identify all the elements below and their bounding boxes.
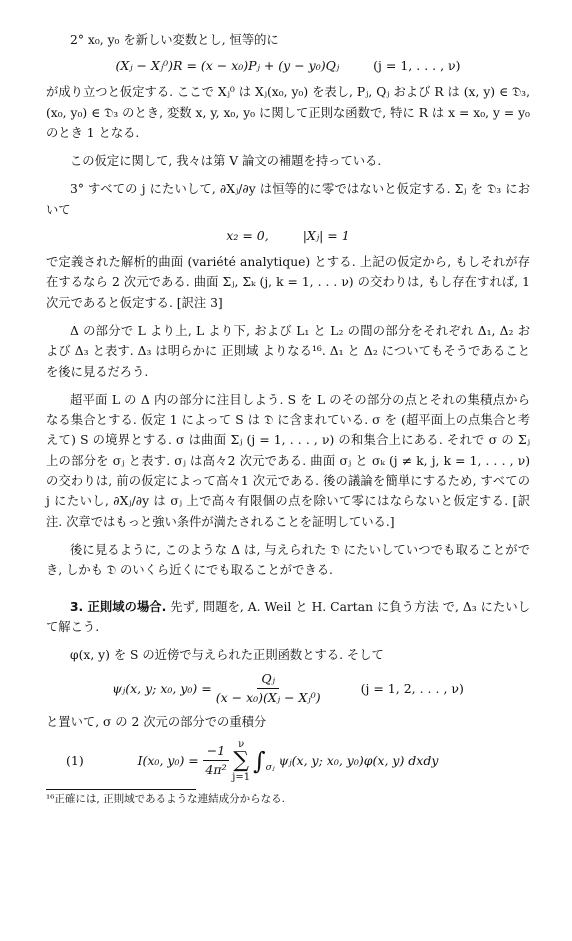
equation-psi-condition: (j = 1, 2, . . . , ν): [360, 681, 464, 697]
section-3-paragraph: [46, 597, 530, 638]
section-3-title: 3. 正則域の場合.: [70, 599, 167, 614]
equation-integral-lhs: I(x₀, y₀) =: [137, 753, 199, 769]
delta-parts-paragraph: Δ の部分で L より上, L より下, および L₁ と L₂ の間の部分をそれぞれ Δ₁, Δ₂ および Δ₃ と表す. Δ₃ は明らかに 正則域 よりなる¹⁶. Δ₁ と Δ₂ についてもそうであることを後に見るだろう.: [46, 323, 530, 379]
integral-sign: [253, 746, 275, 775]
footnote-divider: [46, 789, 196, 790]
equation-psi-numerator: Qⱼ: [257, 671, 279, 689]
hyperplane-paragraph: 超平面 L の Δ 内の部分に注目しよう. S を L のその部分の点とそれの集積点からなる集合とする. 仮定 1 によって S は 𝔇 に含まれている. σ を (超平面上の点集合と考えて) S の境界とする. σ は曲面 Σⱼ (j = 1, . . . , ν) の和集合上にある. それで σ の Σⱼ 上の部分を σⱼ と表す. σⱼ は高々2 次元である. 曲面 σⱼ と σₖ (j ≠ k, j, k = 1, . . . , ν) の交わりは, 前の仮定によって高々1 次元である. 後の議論を簡単にするため, すべての j にたいし, ∂Xⱼ/∂y は σⱼ 上で高々有限個の点を除いて零にはならないと仮定する. [訳注. 次章ではもっと強い条件が満たされることを証明している.]: [46, 392, 530, 529]
equation-identity-condition: (j = 1, . . . , ν): [373, 58, 461, 74]
sigma-icon: ∑: [233, 747, 249, 773]
equation-integral-tag: (1): [66, 753, 84, 769]
holomorphic-function-intro: φ(x, y) を S の近傍で与えられた正則函数とする. そして: [70, 648, 384, 663]
equation-identity: [46, 56, 530, 76]
summation-lower: j=1: [232, 771, 251, 783]
section-3-text: 先ず, 問題を, A. Weil と H. Cartan に負う方法 で, Δ₃ にたいして解こう.: [46, 599, 530, 634]
equation-psi-lhs: ψⱼ(x, y; x₀, y₀) =: [112, 681, 212, 697]
equation-integral: [46, 739, 530, 783]
integral-domain: σⱼ: [265, 761, 275, 773]
equation-surface-right: |Xⱼ| = 1: [302, 228, 350, 244]
assumption-2-text: が成り立つと仮定する. ここで Xⱼ⁰ は Xⱼ(x₀, y₀) を表し, Pⱼ, Qⱼ および R は (x, y) ∈ 𝔇₃, (x₀, y₀) ∈ 𝔇₃ のとき, 変数 x, y, x₀, y₀ に関して正則な函数で, 特に R は x = x₀, y = y₀ のとき 1 となる.: [46, 85, 530, 140]
double-integral-intro: と置いて, σ の 2 次元の部分での重積分: [46, 715, 267, 730]
equation-integral-coef-den: 4π²: [205, 762, 227, 778]
delta-existence-paragraph: 後に見るように, このような Δ は, 与えられた 𝔇 にたいしていつでも取ることができ, しかも 𝔇 のいくら近くにでも取ることができる.: [46, 542, 530, 578]
equation-psi: [46, 671, 530, 706]
assumption-3-text: で定義された解析的曲面 (variété analytique) とする. 上記の仮定から, もしそれが存在するなら 2 次元である. 曲面 Σⱼ, Σₖ (j, k = 1, . . . ν) の交わりは, もし存在すれば, 1 次元であると仮定する. [訳注 3]: [46, 255, 530, 310]
equation-integral-coef-num: −1: [203, 743, 229, 761]
equation-integral-integrand: ψⱼ(x, y; x₀, y₀)φ(x, y) dxdy: [278, 753, 439, 769]
equation-surface-left: x₂ = 0,: [226, 228, 269, 244]
lemma-note: この仮定に関して, 我々は第 V 論文の補題を持っている.: [70, 154, 382, 169]
equation-integral-coefficient: [203, 743, 229, 778]
footnote-16: ¹⁶正確には, 正則域であるような連結成分からなる.: [46, 792, 285, 805]
equation-identity-body: (Xⱼ − Xⱼ⁰)R = (x − x₀)Pⱼ + (y − y₀)Qⱼ: [115, 58, 340, 74]
summation-sign: [232, 739, 250, 783]
assumption-3-intro: 3° すべての j にたいして, ∂Xⱼ/∂y は恒等的に零ではないと仮定する. Σⱼ を 𝔇₃ において: [46, 182, 530, 217]
equation-psi-fraction: [216, 671, 321, 706]
assumption-2-intro: 2° x₀, y₀ を新しい変数とし, 恒等的に: [70, 33, 279, 47]
integral-icon: ∫: [253, 746, 266, 775]
summation-upper: ν: [238, 738, 245, 750]
equation-psi-denominator: (x − x₀)(Xⱼ − Xⱼ⁰): [215, 690, 321, 706]
equation-surface: [46, 226, 530, 246]
